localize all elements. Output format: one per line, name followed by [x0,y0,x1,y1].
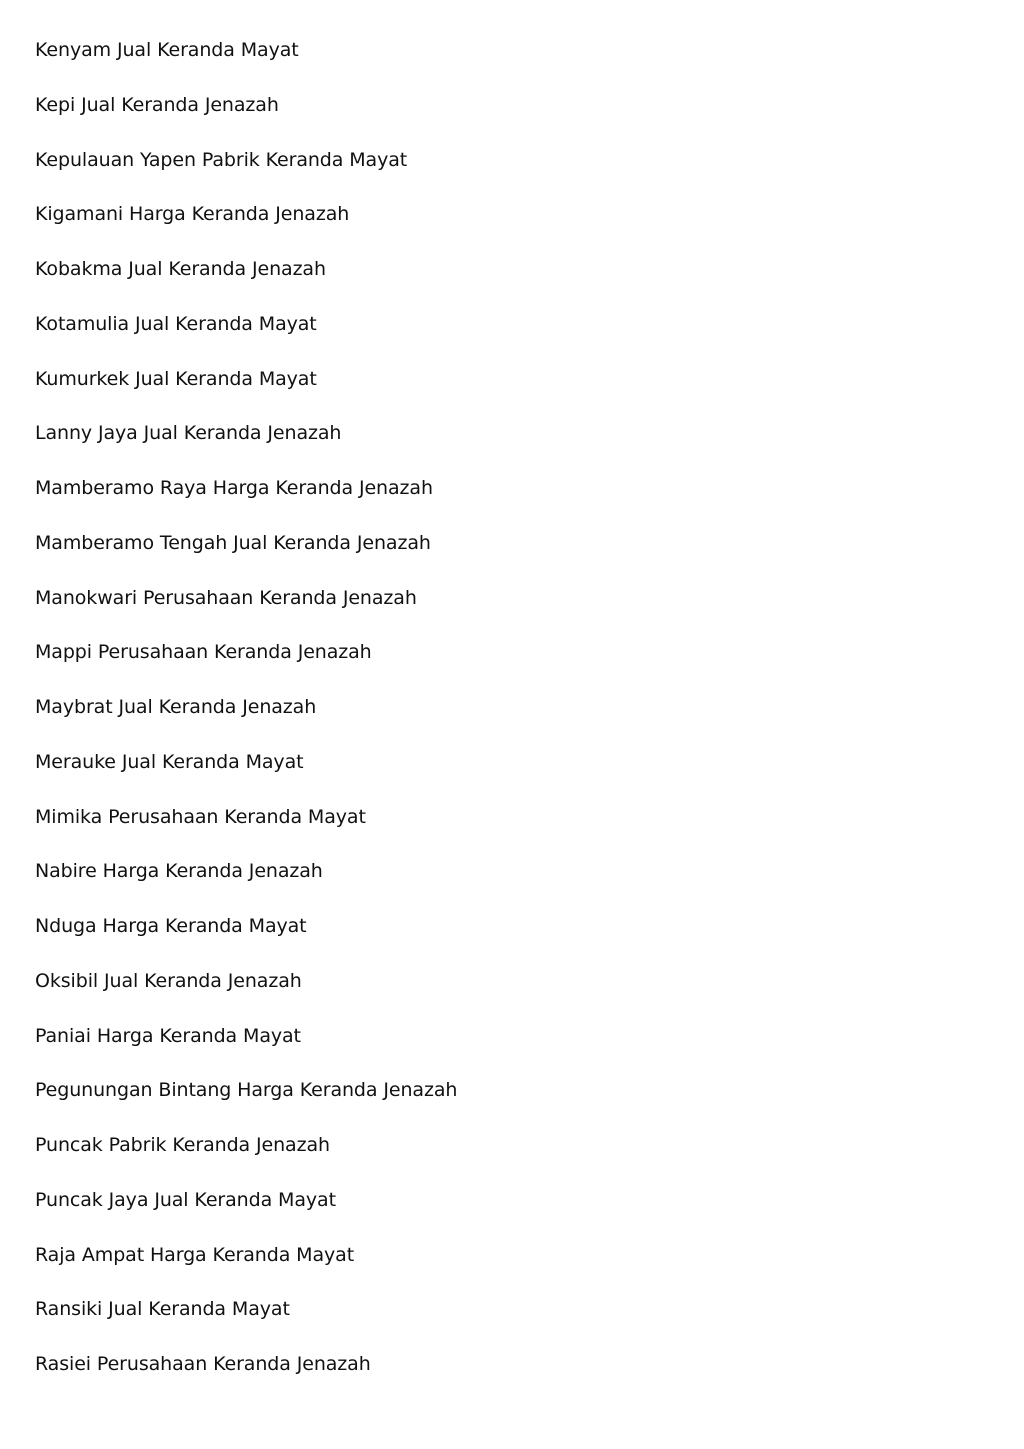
list-item: Lanny Jaya Jual Keranda Jenazah [35,422,342,445]
list-item: Puncak Pabrik Keranda Jenazah [35,1134,330,1156]
list-item: Mappi Perusahaan Keranda Jenazah [35,641,372,664]
list-item: Kotamulia Jual Keranda Mayat [35,312,317,335]
list-item: Maybrat Jual Keranda Jenazah [35,696,317,718]
list-item: Merauke Jual Keranda Mayat [35,750,304,773]
list-item: Mimika Perusahaan Keranda Mayat [35,805,366,828]
list-item: Manokwari Perusahaan Keranda Jenazah [35,586,417,609]
list-item: Raja Ampat Harga Keranda Mayat [35,1243,355,1266]
list-item: Kigamani Harga Keranda Jenazah [35,203,350,226]
list-item: Mamberamo Tengah Jual Keranda Jenazah [35,531,431,554]
list-item: Pegunungan Bintang Harga Keranda Jenazah [35,1079,458,1102]
list-item: Mamberamo Raya Harga Keranda Jenazah [35,477,433,499]
list-item: Puncak Jaya Jual Keranda Mayat [35,1188,336,1211]
list-item: Oksibil Jual Keranda Jenazah [35,969,302,992]
list-item: Kenyam Jual Keranda Mayat [35,39,299,61]
list-item: Rasiei Perusahaan Keranda Jenazah [35,1353,371,1375]
list-item: Ransiki Jual Keranda Mayat [35,1298,290,1321]
list-item: Nabire Harga Keranda Jenazah [35,860,323,883]
list-item: Paniai Harga Keranda Mayat [35,1024,301,1047]
list-item: Kobakma Jual Keranda Jenazah [35,258,326,280]
list-item: Kepulauan Yapen Pabrik Keranda Mayat [35,148,408,171]
list-item: Nduga Harga Keranda Mayat [35,915,307,937]
keyword-list [35,36,457,1405]
list-item: Kumurkek Jual Keranda Mayat [35,367,317,390]
list-item: Kepi Jual Keranda Jenazah [35,93,279,116]
